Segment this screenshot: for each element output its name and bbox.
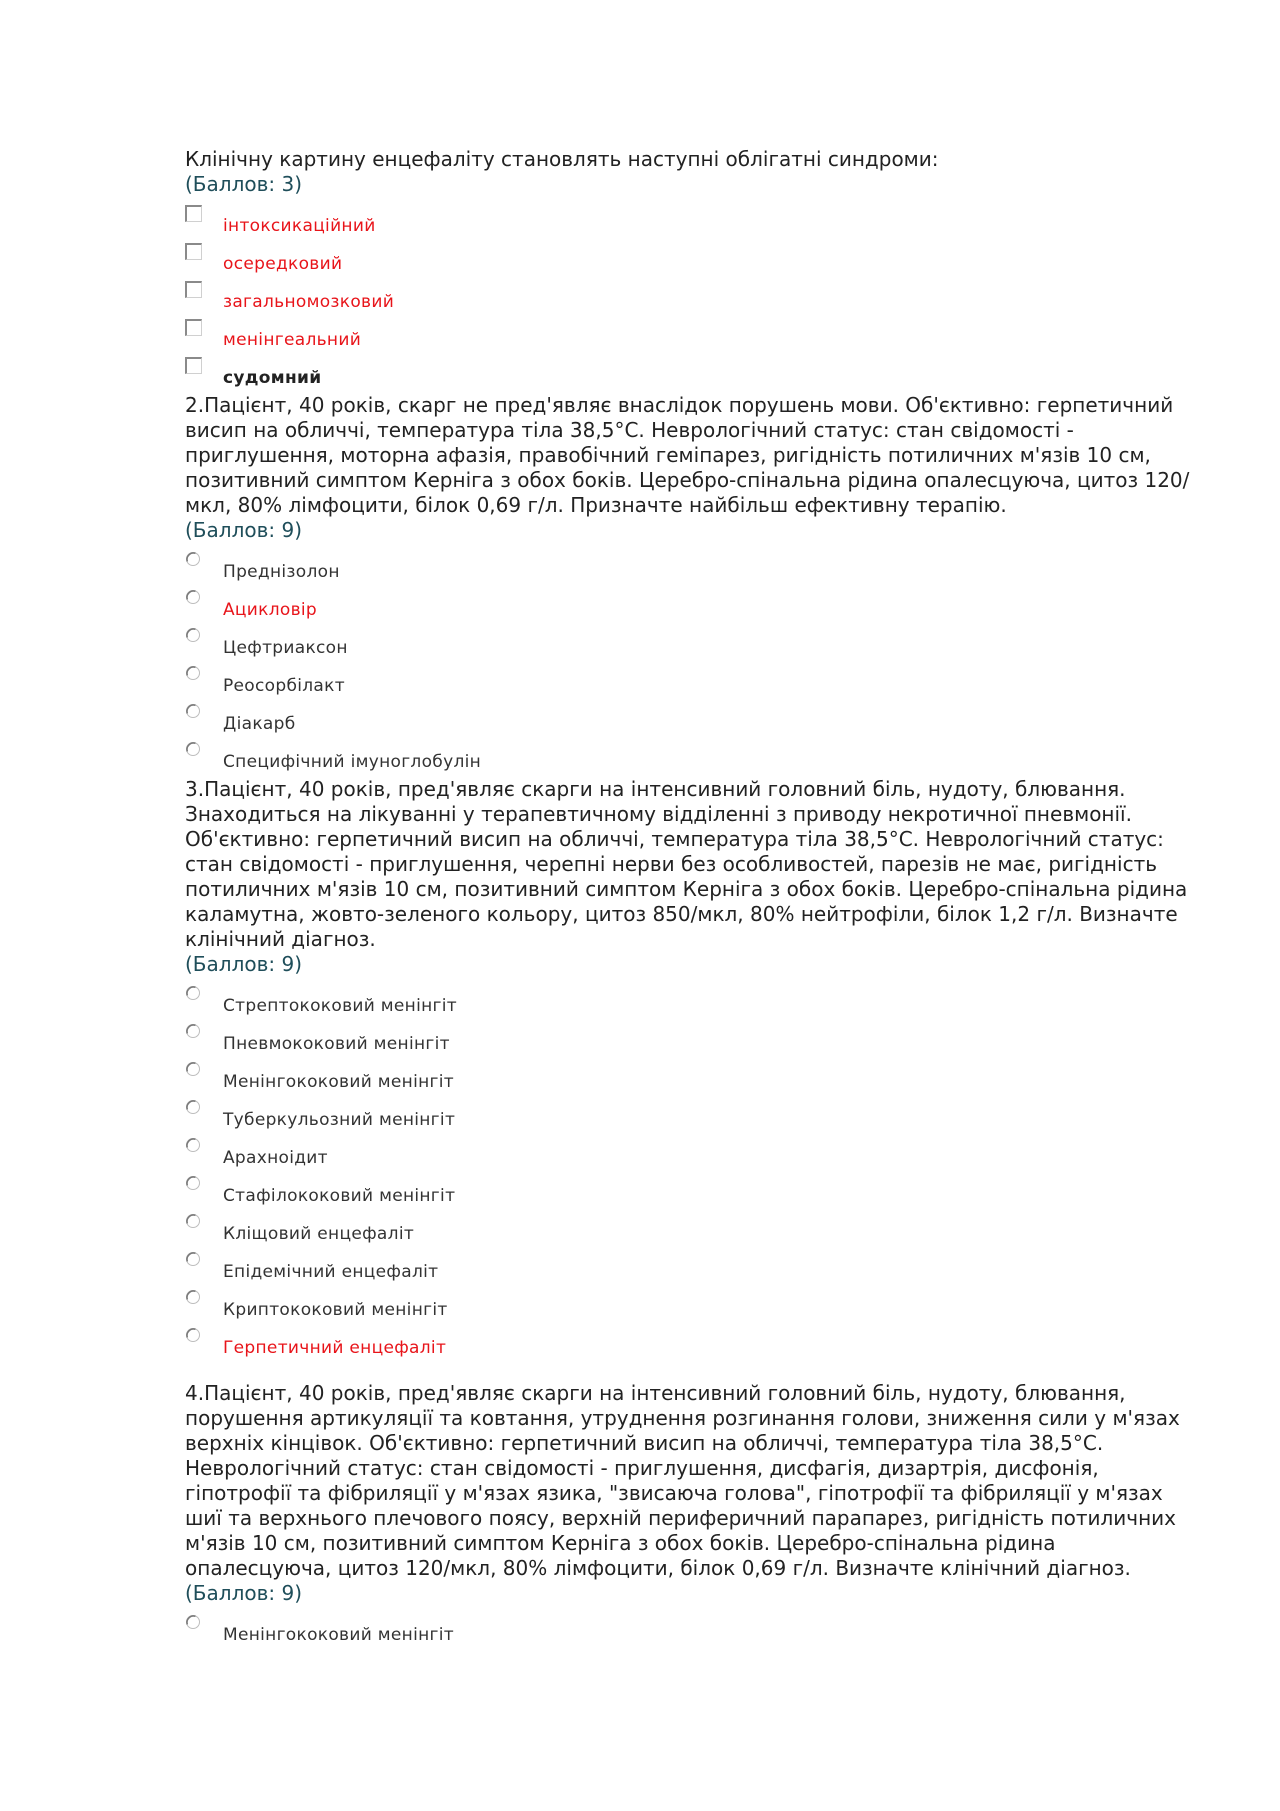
question-text: Клінічну картину енцефаліту становлять наступні облігатні синдроми: <box>185 147 939 171</box>
answer-option-label: Менінгококовий менінгіт <box>223 1072 454 1092</box>
answer-options <box>185 203 1195 393</box>
radio-button[interactable] <box>185 1023 201 1039</box>
radio-button[interactable] <box>185 1327 201 1343</box>
answer-option[interactable] <box>185 241 1195 279</box>
answer-option-label: Стрептококовий менінгіт <box>223 996 457 1016</box>
answer-option-label: Кліщовий енцефаліт <box>223 1224 415 1244</box>
radio-button[interactable] <box>185 703 201 719</box>
answer-option-label: Менінгококовий менінгіт <box>223 1625 454 1645</box>
answer-option-label: менінгеальний <box>223 330 362 350</box>
checkbox[interactable] <box>185 243 202 260</box>
answer-option-label: Діакарб <box>223 714 296 734</box>
answer-option-label: Преднізолон <box>223 562 340 582</box>
answer-option[interactable] <box>185 317 1195 355</box>
answer-option[interactable] <box>185 983 1195 1021</box>
radio-button[interactable] <box>185 665 201 681</box>
answer-option[interactable] <box>185 549 1195 587</box>
question-score: (Баллов: 9) <box>185 952 302 976</box>
question-text: 2.Пацієнт, 40 років, скарг не пред'являє внаслідок порушень мови. Об'єктивно: герпетичний висип на обличчі, температура тіла 38,5°С. Неврологічний статус: стан свідомості - приглушення, моторна афазія, правобічний геміпарез, ригідність потиличних м'язів 10 см, позитивний симптом Керніга з обох боків. Церебро-спінальна рідина опалесцуюча, цитоз 120/мкл, 80% лімфоцити, білок 0,69 г/л. Призначте найбільш ефективну терапію. <box>185 393 1190 517</box>
answer-option-label: Туберкульозний менінгіт <box>223 1110 456 1130</box>
answer-option[interactable] <box>185 1021 1195 1059</box>
checkbox[interactable] <box>185 281 202 298</box>
question-block <box>185 147 1195 393</box>
answer-options <box>185 983 1195 1363</box>
answer-option[interactable] <box>185 663 1195 701</box>
answer-option-label: Криптококовий менінгіт <box>223 1300 448 1320</box>
answer-option[interactable] <box>185 701 1195 739</box>
question-block <box>185 393 1195 777</box>
checkbox[interactable] <box>185 357 202 374</box>
radio-button[interactable] <box>185 985 201 1001</box>
radio-button[interactable] <box>185 551 201 567</box>
answer-options <box>185 1612 1195 1650</box>
checkbox[interactable] <box>185 205 202 222</box>
checkbox[interactable] <box>185 319 202 336</box>
radio-button[interactable] <box>185 1175 201 1191</box>
question-score: (Баллов: 9) <box>185 518 302 542</box>
radio-button[interactable] <box>185 1061 201 1077</box>
answer-option-label: Епідемічний енцефаліт <box>223 1262 439 1282</box>
answer-options <box>185 549 1195 777</box>
radio-button[interactable] <box>185 589 201 605</box>
answer-option[interactable] <box>185 1612 1195 1650</box>
radio-button[interactable] <box>185 627 201 643</box>
question-block <box>185 777 1195 1381</box>
radio-button[interactable] <box>185 1614 201 1630</box>
answer-option[interactable] <box>185 355 1195 393</box>
answer-option[interactable] <box>185 1135 1195 1173</box>
answer-option[interactable] <box>185 1211 1195 1249</box>
answer-option-label: Арахноідит <box>223 1148 328 1168</box>
question-block <box>185 1381 1195 1650</box>
answer-option-label: Реосорбілакт <box>223 676 345 696</box>
answer-option[interactable] <box>185 625 1195 663</box>
radio-button[interactable] <box>185 1289 201 1305</box>
radio-button[interactable] <box>185 1137 201 1153</box>
spacer <box>185 1363 1195 1381</box>
radio-button[interactable] <box>185 1213 201 1229</box>
answer-option-label: Герпетичний енцефаліт <box>223 1338 447 1358</box>
answer-option[interactable] <box>185 1325 1195 1363</box>
question-text: 4.Пацієнт, 40 років, пред'являє скарги на інтенсивний головний біль, нудоту, блювання, порушення артикуляції та ковтання, утруднення розгинання голови, зниження сили у м'язах верхніх кінцівок. Об'єктивно: герпетичний висип на обличчі, температура тіла 38,5°С. Неврологічний статус: стан свідомості - приглушення, дисфагія, дизартрія, дисфонія, гіпотрофії та фібриляції у м'язах язика, "звисаюча голова", гіпотрофії та фібриляції у м'язах шиї та верхнього плечового поясу, верхній периферичний парапарез, ригідність потиличних м'язів 10 см, позитивний симптом Керніга з обох боків. Церебро-спінальна рідина опалесцуюча, цитоз 120/мкл, 80% лімфоцити, білок 0,69 г/л. Визначте клінічний діагноз. <box>185 1381 1180 1580</box>
radio-button[interactable] <box>185 741 201 757</box>
radio-button[interactable] <box>185 1099 201 1115</box>
answer-option[interactable] <box>185 203 1195 241</box>
answer-option[interactable] <box>185 1059 1195 1097</box>
answer-option[interactable] <box>185 587 1195 625</box>
answer-option[interactable] <box>185 279 1195 317</box>
answer-option-label: Пневмококовий менінгіт <box>223 1034 450 1054</box>
answer-option[interactable] <box>185 1249 1195 1287</box>
answer-option-label: осередковий <box>223 254 343 274</box>
radio-button[interactable] <box>185 1251 201 1267</box>
answer-option-label: Стафілококовий менінгіт <box>223 1186 456 1206</box>
answer-option-label: інтоксикаційний <box>223 216 376 236</box>
question-text: 3.Пацієнт, 40 років, пред'являє скарги на інтенсивний головний біль, нудоту, блювання. Знаходиться на лікуванні у терапевтичному відділенні з приводу некротичної пневмонії. Об'єктивно: герпетичний висип на обличчі, температура тіла 38,5°С. Неврологічний статус: стан свідомості - приглушення, черепні нерви без особливостей, парезів не має, ригідність потиличних м'язів 10 см, позитивний симптом Керніга з обох боків. Церебро-спінальна рідина каламутна, жовто-зеленого кольору, цитоз 850/мкл, 80% нейтрофіли, білок 1,2 г/л. Визначте клінічний діагноз. <box>185 777 1188 951</box>
answer-option[interactable] <box>185 1173 1195 1211</box>
answer-option-label: Специфічний імуноглобулін <box>223 752 482 772</box>
answer-option[interactable] <box>185 1097 1195 1135</box>
question-score: (Баллов: 3) <box>185 172 302 196</box>
answer-option-label: Ацикловір <box>223 600 318 620</box>
answer-option-label: судомний <box>223 368 322 388</box>
answer-option-label: загальномозковий <box>223 292 395 312</box>
answer-option[interactable] <box>185 1287 1195 1325</box>
answer-option[interactable] <box>185 739 1195 777</box>
quiz-content <box>185 147 1195 1650</box>
question-score: (Баллов: 9) <box>185 1581 302 1605</box>
answer-option-label: Цефтриаксон <box>223 638 348 658</box>
